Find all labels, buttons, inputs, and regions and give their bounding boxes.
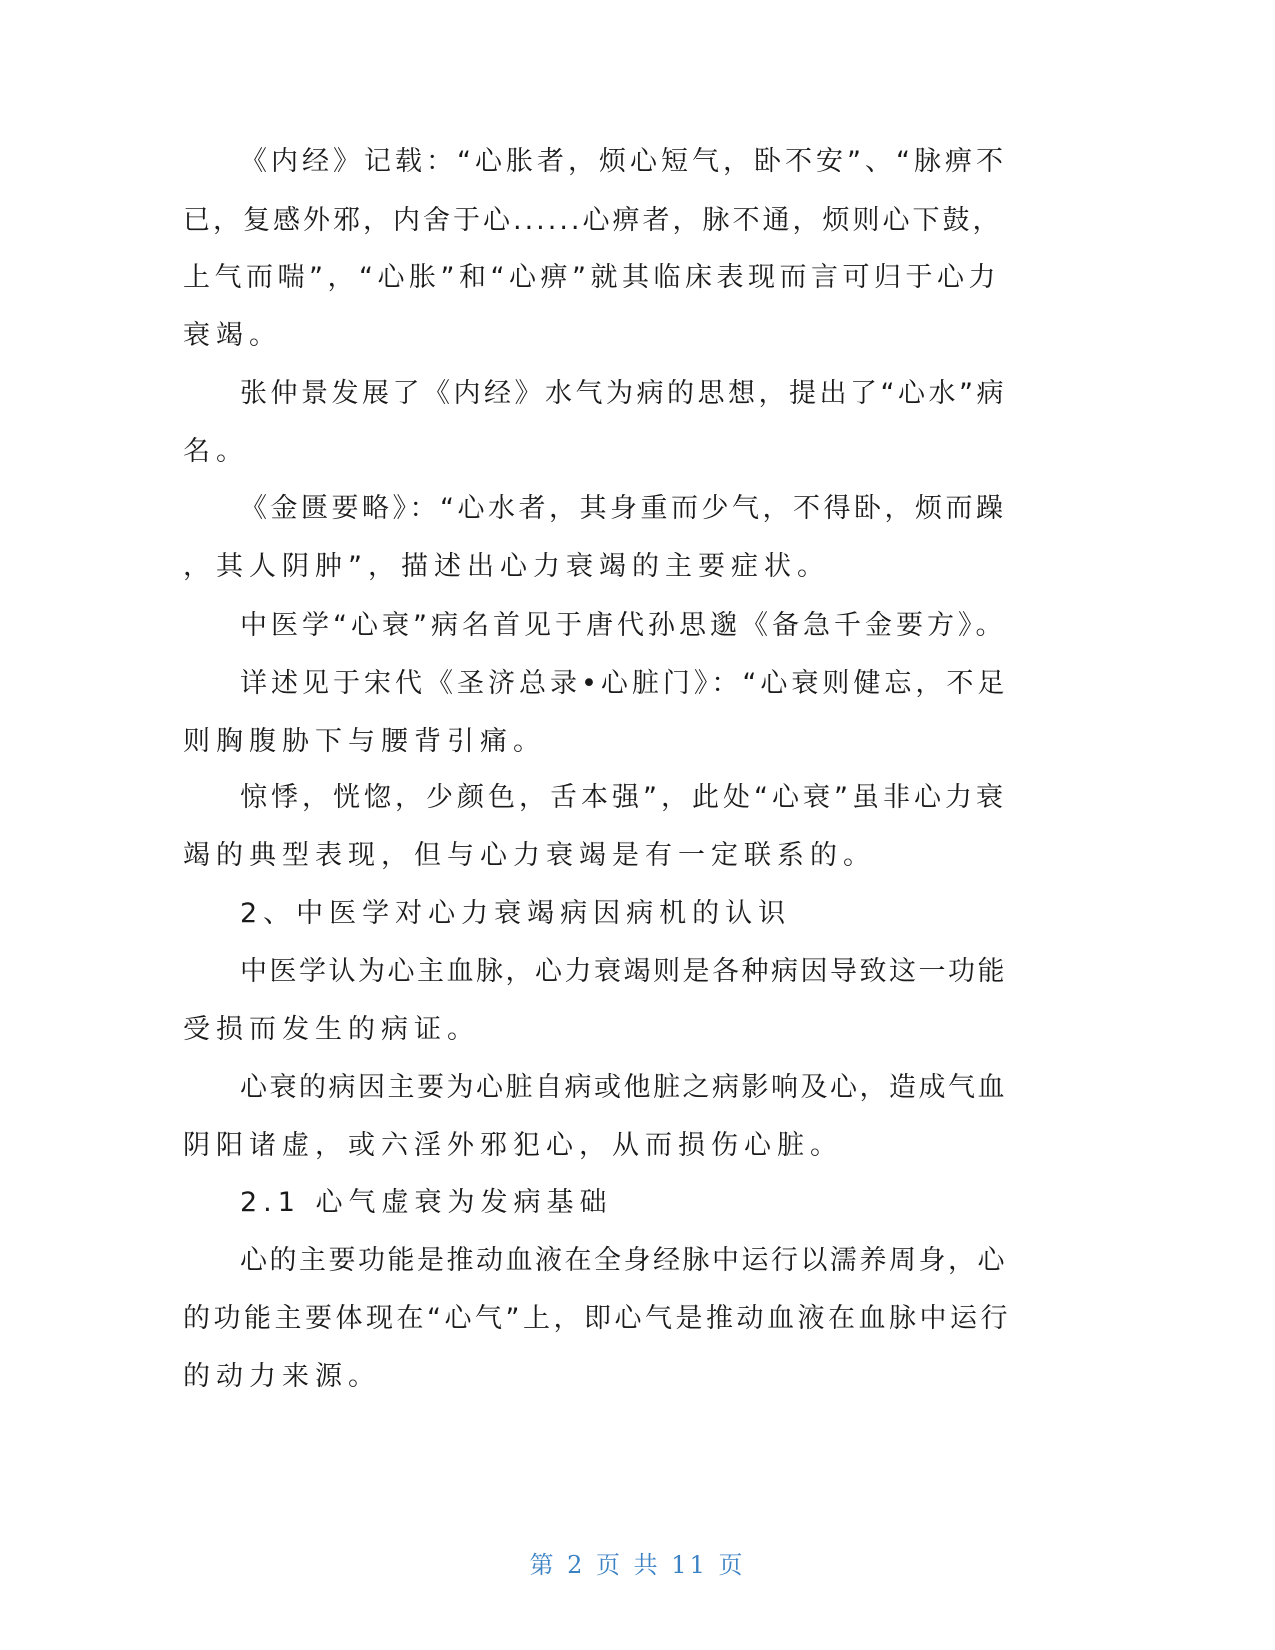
paragraph-1-line-3: 上气而喘”，“心胀”和“心痹”就其临床表现而言可归于心力 <box>183 262 1000 293</box>
paragraph-2-line-2: 名。 <box>183 436 249 467</box>
paragraph-1-line-4: 衰竭。 <box>183 320 282 351</box>
paragraph-2-line-1: 张仲景发展了《内经》水气为病的思想，提出了“心水”病 <box>240 378 1007 409</box>
section-heading-2-1: 2.1 心气虚衰为发病基础 <box>240 1187 613 1218</box>
paragraph-9-line-3: 的动力来源。 <box>183 1361 381 1392</box>
paragraph-9-line-2: 的功能主要体现在“心气”上，即心气是推动血液在血脉中运行 <box>183 1303 1011 1334</box>
paragraph-6-line-1: 惊悸，恍惚，少颜色，舌本强”，此处“心衰”虽非心力衰 <box>240 782 1007 813</box>
section-heading-2: 2、中医学对心力衰竭病因病机的认识 <box>240 898 792 929</box>
paragraph-3-line-2: ，其人阴肿”，描述出心力衰竭的主要症状。 <box>183 551 830 582</box>
paragraph-1-line-2: 已，复感外邪，内舍于心......心痹者，脉不通，烦则心下鼓， <box>183 205 1003 236</box>
paragraph-3-line-1: 《金匮要略》：“心水者，其身重而少气，不得卧，烦而躁 <box>240 493 1007 524</box>
paragraph-5-line-1: 详述见于宋代《圣济总录•心脏门》：“心衰则健忘，不足 <box>240 668 1009 699</box>
paragraph-7-line-2: 受损而发生的病证。 <box>183 1014 480 1045</box>
paragraph-8-line-2: 阴阳诸虚，或六淫外邪犯心，从而损伤心脏。 <box>183 1130 843 1161</box>
paragraph-9-line-1: 心的主要功能是推动血液在全身经脉中运行以濡养周身，心 <box>240 1245 1007 1276</box>
paragraph-5-line-2: 则胸腹胁下与腰背引痛。 <box>183 726 546 757</box>
paragraph-1-line-1: 《内经》记载：“心胀者，烦心短气，卧不安”、“脉痹不 <box>240 146 1007 177</box>
paragraph-6-line-2: 竭的典型表现，但与心力衰竭是有一定联系的。 <box>183 840 876 871</box>
paragraph-7-line-1: 中医学认为心主血脉，心力衰竭则是各种病因导致这一功能 <box>240 956 1007 987</box>
paragraph-4-line-1: 中医学“心衰”病名首见于唐代孙思邈《备急千金要方》。 <box>240 610 1007 641</box>
paragraph-8-line-1: 心衰的病因主要为心脏自病或他脏之病影响及心，造成气血 <box>240 1072 1007 1103</box>
page-number-footer: 第 2 页 共 11 页 <box>529 1551 746 1579</box>
